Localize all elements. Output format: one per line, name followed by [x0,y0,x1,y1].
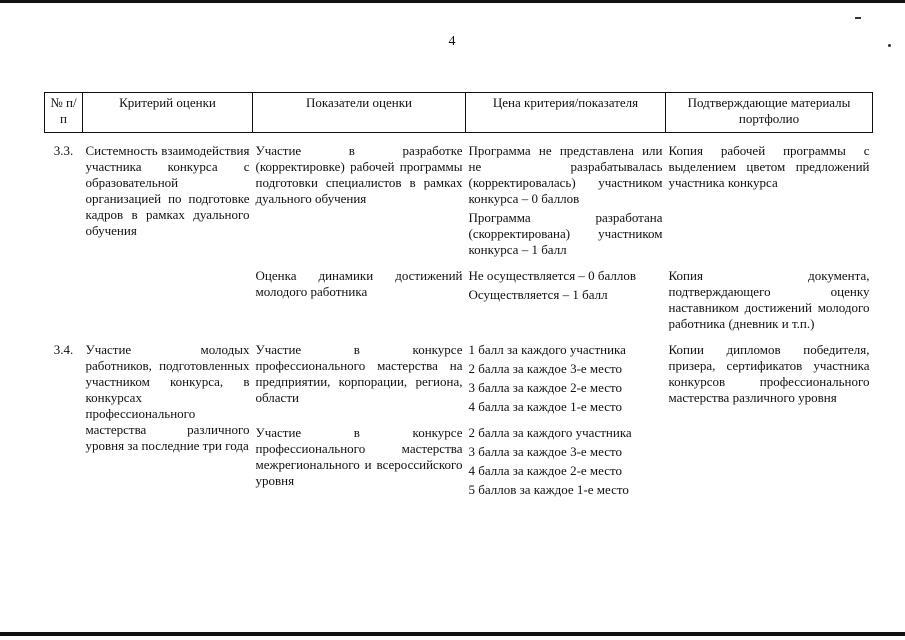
price-option: 5 баллов за каждое 1-е место [468,482,629,497]
price-cell [466,143,666,258]
price-option: Осуществляется – 1 балл [468,287,608,302]
materials-cell: Копия документа, подтверждающего оценку наставником достижений молодого работника (дневник и т.п.) [668,268,870,331]
materials-cell: Копия рабочей программы с выделением цветом предложений участника конкурса [668,143,870,190]
criterion-cell: Системность взаимодействия участника конкурса с образовательной организацией по подготовке кадров в рамках дуального обучения [85,143,250,238]
materials-cell: Копии дипломов победителя, призера, сертификатов участника конкурсов профессионального мастерства различного уровня [668,342,870,405]
price-option: 2 балла за каждого участника [468,425,632,440]
scan-mark [855,17,861,19]
price-option: 4 балла за каждое 1-е место [468,399,623,414]
criteria-table [44,92,873,498]
indicator-cell: Участие в конкурсе профессионального мастерства на предприятии, корпорации, региона, области [255,342,463,405]
indicator-cell: Участие в конкурсе профессионального мастерства межрегионального и всероссийского уровня [255,425,463,488]
price-option: 3 балла за каждое 3-е место [468,444,623,459]
criterion-cell: Участие молодых работников, подготовленных участником конкурса, в конкурсах профессионального мастерства различного уровня за последние три года [85,342,250,453]
indicator-cell: Оценка динамики достижений молодого работника [255,268,463,299]
header-indicators: Показатели оценки [253,93,466,133]
price-cell [466,415,666,498]
header-criterion: Критерий оценки [83,93,253,133]
row-number: 3.3. [53,143,74,158]
header-materials: Подтверждающие материалы портфолио [666,93,873,133]
price-cell [466,258,666,332]
row-number: 3.4. [53,342,74,357]
header-num: № п/п [45,93,83,133]
table-row-3-4-a [45,342,873,415]
price-option: 1 балл за каждого участника [468,342,626,357]
table-header-row [45,93,873,133]
price-option: Не осуществляется – 0 баллов [468,268,637,283]
header-price: Цена критерия/показателя [466,93,666,133]
price-option: Программа разработана (скорректирована) участником конкурса – 1 балл [468,210,663,257]
top-border-line [0,0,905,3]
price-cell [466,342,666,415]
indicator-cell: Участие в разработке (корректировке) рабочей программы подготовки специалистов в рамках дуального обучения [255,143,463,206]
price-option: Программа не представлена или не разрабатывалась (корректировалась) участником конкурса – 0 баллов [468,143,663,206]
page-number: 4 [448,34,456,49]
table-row-3-3-a [45,143,873,258]
bottom-border-line [0,632,905,636]
price-option: 4 балла за каждое 2-е место [468,463,623,478]
scan-dot [888,44,891,47]
price-option: 3 балла за каждое 2-е место [468,380,623,395]
price-option: 2 балла за каждое 3-е место [468,361,623,376]
